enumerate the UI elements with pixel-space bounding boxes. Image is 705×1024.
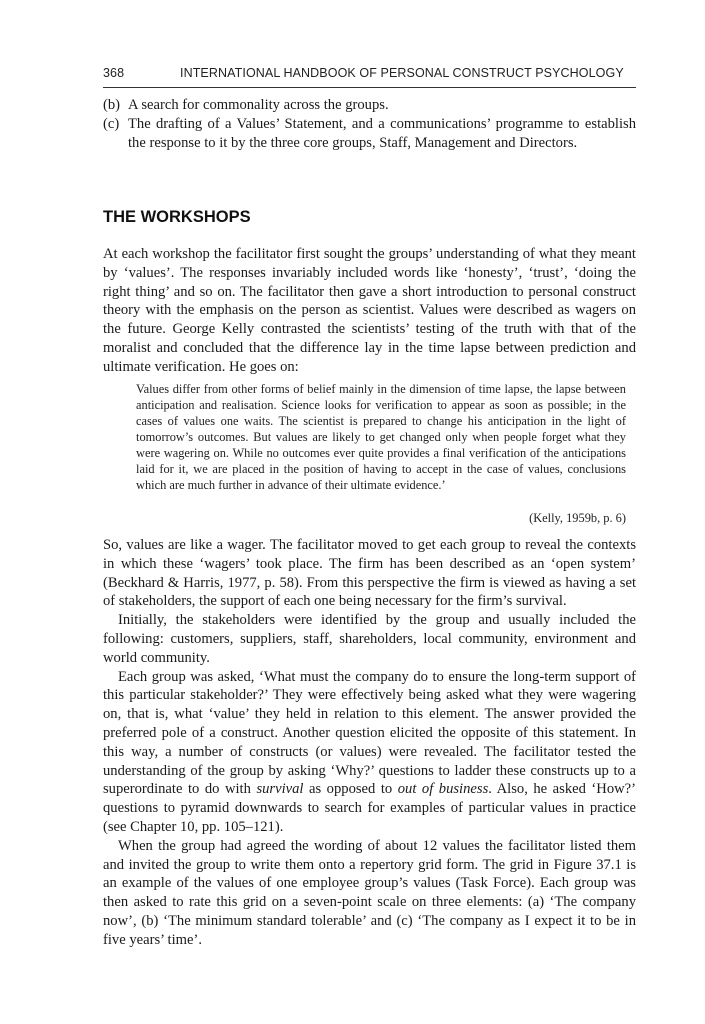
paragraph: So, values are like a wager. The facilitator moved to get each group to reveal the contexts in which these ‘wagers’ took place. The firm has been described as an ‘open system’ (Beckhard & Harris, 1977, p. 58). From this perspective the firm is viewed as having a set of stakeholders, the support of each one being necessary for the firm’s survival. (103, 537, 636, 610)
list-item-label: (c) (103, 115, 120, 132)
list-item (103, 115, 636, 153)
list-item (103, 96, 636, 115)
text-span: as opposed to (303, 781, 398, 798)
paragraph (103, 668, 636, 837)
block-quote: Values differ from other forms of belief mainly in the dimension of time lapse, the lapse between anticipation and realisation. Science looks for verification to appear as soon as possible; in the cases of values one waits. The scientist is prepared to change his anticipation in the light of tomorrow’s outcomes. But values are likely to get changed only when people forget what they were wagering on. While no outcomes ever quite provides a final verification of the anticipations laid for it, we are placed in the position of having to accept in the case of values, conclusions which are much further in advance of their ultimate evidence.’ (136, 382, 626, 492)
text-span: Each group was asked, ‘What must the company do to ensure the long-term support of this particular stakeholder?’ They were effectively being asked what they were wagering on, that is, what ‘value’ they held in relation to this element. The answer provided the preferred pole of a construct. Another question elicited the opposite of this statement. In this way, a number of constructs (or values) were revealed. The facilitator tested the understanding of the group by asking ‘Why?’ questions to ladder these constructs up to a superordinate to do with (103, 668, 636, 798)
intro-paragraph: At each workshop the facilitator first sought the groups’ understanding of what they meant by ‘values’. The responses invariably included words like ‘honesty’, ‘trust’, ‘doing the right thing’ and so on. The facilitator then gave a short introduction to personal construct theory with the emphasis on the person as scientist. Values were described as wagers on the future. George Kelly contrasted the scientists’ testing of the truth with that of the moralist and concluded that the difference lay in the time lapse between prediction and ultimate verification. He goes on: (103, 246, 636, 375)
numbered-list (103, 96, 636, 152)
emphasis-survival: survival (256, 781, 304, 798)
list-item-text: The drafting of a Values’ Statement, and a communications’ programme to establish the response to it by the three core groups, Staff, Management and Directors. (128, 115, 636, 151)
text-span: . Also, he asked ‘How?’ questions to pyramid downwards to search for examples of particular values in practice (see Chapter 10, pp. 105–121). (103, 781, 636, 835)
page-number: 368 (103, 66, 125, 80)
paragraph: Initially, the stakeholders were identified by the group and usually included the following: customers, suppliers, staff, shareholders, local community, environment and world community. (103, 612, 636, 666)
quote-citation: (Kelly, 1959b, p. 6) (529, 511, 626, 525)
paragraph: When the group had agreed the wording of about 12 values the facilitator listed them and invited the group to write them onto a repertory grid form. The grid in Figure 37.1 is an example of the values of one employee group’s values (Task Force). Each group was then asked to rate this grid on a seven-point scale on three elements: (a) ‘The company now’, (b) ‘The minimum standard tolerable’ and (c) ‘The company as I expect it to be in five years’ time’. (103, 837, 636, 948)
list-item-label: (b) (103, 97, 121, 113)
section-heading: THE WORKSHOPS (103, 208, 251, 226)
running-title: INTERNATIONAL HANDBOOK OF PERSONAL CONSTRUCT PSYCHOLOGY (180, 66, 624, 80)
list-item-text: A search for commonality across the groups. (128, 97, 389, 113)
header-rule (103, 87, 636, 88)
emphasis-out-of-business: out of business (397, 781, 489, 798)
body-text (103, 536, 636, 950)
